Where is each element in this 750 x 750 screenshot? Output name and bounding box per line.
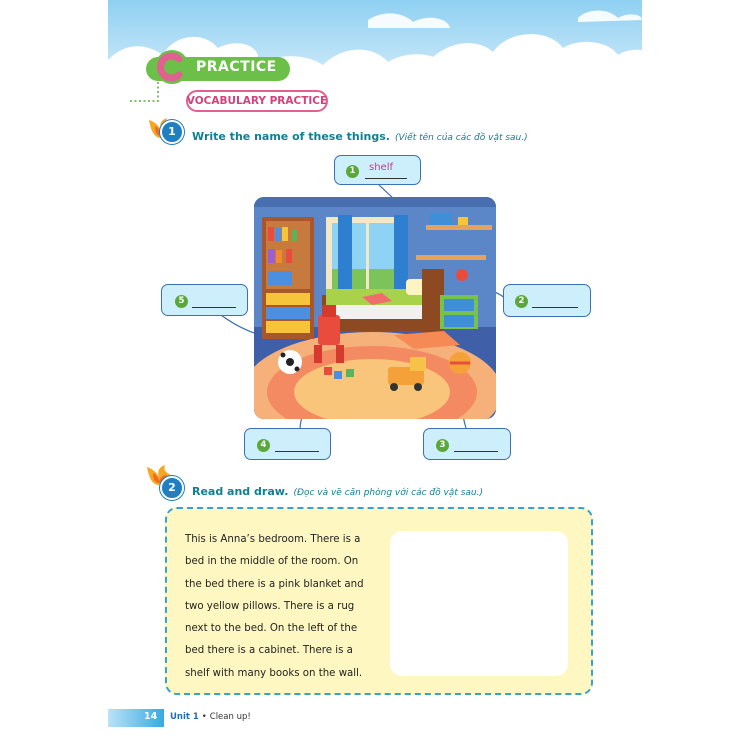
reading-line: bed in the middle of the room. On (185, 556, 359, 568)
footer-separator: • (201, 712, 207, 722)
footer-unit (170, 712, 251, 722)
label-box-3 (423, 428, 511, 460)
exercise-2-subtitle: (Đọc và vẽ căn phòng với các đồ vật sau.) (293, 488, 483, 498)
reading-line: bed there is a cabinet. There is a (185, 645, 353, 657)
footer-unit-title: Clean up! (209, 712, 251, 722)
label-2-blank[interactable] (532, 296, 578, 308)
exercise-1-number: 1 (160, 120, 184, 144)
footer-unit-label: Unit 1 (170, 712, 199, 722)
reading-line: shelf with many books on the wall. (185, 667, 363, 679)
bedroom-scene (254, 197, 496, 419)
label-4-blank[interactable] (275, 440, 319, 452)
label-box-1 (334, 155, 421, 185)
label-2-number: 2 (515, 295, 528, 308)
vocabulary-badge-label: VOCABULARY PRACTICE (186, 95, 328, 107)
reading-line: This is Anna’s bedroom. There is a (185, 534, 361, 545)
exercise-1-title: Write the name of these things. (192, 130, 390, 143)
label-3-number: 3 (436, 439, 449, 452)
label-box-4 (244, 428, 331, 460)
exercise-2-title: Read and draw. (192, 485, 289, 498)
drawing-area[interactable] (390, 531, 568, 676)
exercise-2-heading (192, 480, 483, 499)
label-1-answer: shelf (369, 162, 393, 173)
label-box-5 (161, 284, 248, 316)
section-title: PRACTICE (196, 59, 277, 75)
label-box-2 (503, 284, 591, 317)
page-number: 14 (144, 711, 158, 722)
reading-line: two yellow pillows. There is a rug (185, 600, 355, 612)
label-5-blank[interactable] (192, 296, 236, 308)
label-4-number: 4 (257, 439, 270, 452)
reading-line: the bed there is a pink blanket and (185, 578, 364, 590)
exercise-2-number: 2 (160, 476, 184, 500)
bedroom-illustration (254, 197, 496, 419)
label-5-number: 5 (175, 295, 188, 308)
label-1-number: 1 (346, 165, 359, 178)
exercise-1-subtitle: (Viết tên của các đồ vật sau.) (395, 133, 528, 143)
label-3-blank[interactable] (454, 440, 498, 452)
reading-line: next to the bed. On the left of the (185, 623, 358, 635)
reading-passage (185, 529, 371, 685)
